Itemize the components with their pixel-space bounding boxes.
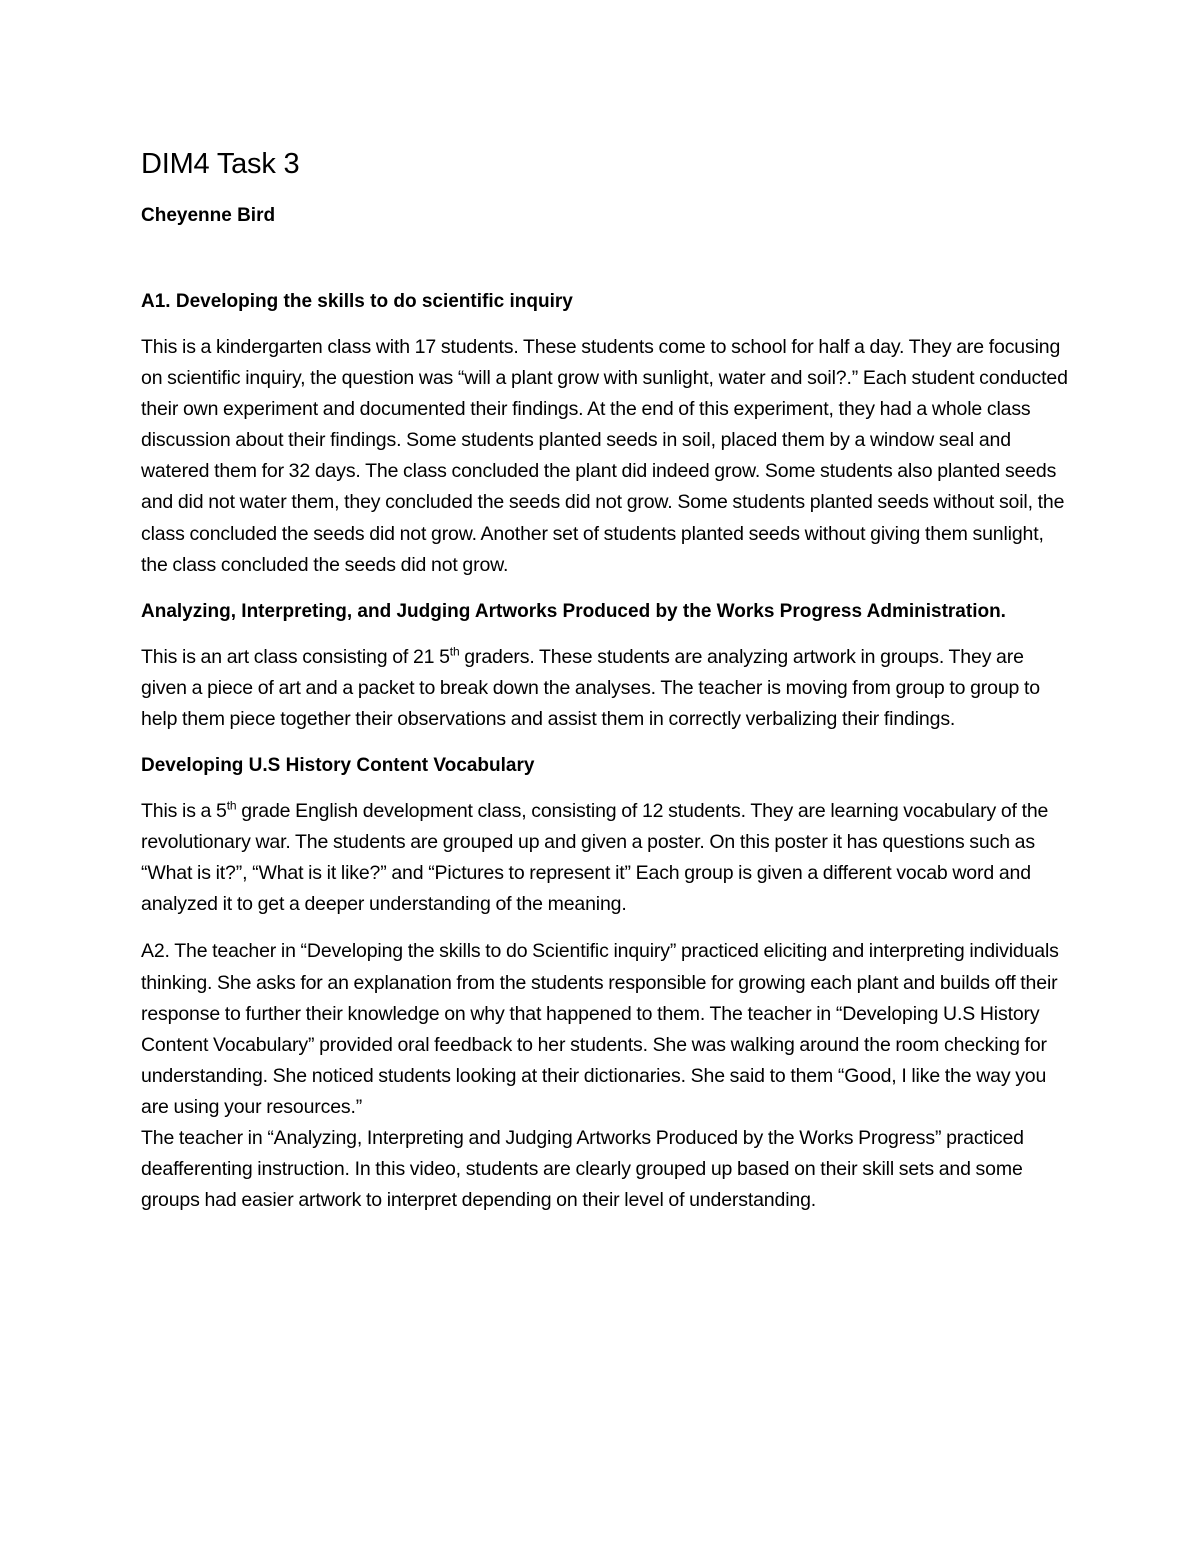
paragraph-text: This is a 5	[141, 800, 227, 823]
section-paragraph-scientific-inquiry: This is a kindergarten class with 17 students. These students come to school for half a day. They are focusing on scientific inquiry, the question was “will a plant grow with sunlight, water and soil?.” Each student conducted their own experiment and documented their findings. At the end of this experiment, they had a whole class discussion about their findings. Some students planted seeds in soil, placed them by a window seal and watered them for 32 days. The class concluded the plant did indeed grow. Some students also planted seeds and did not water them, they concluded the seeds did not grow. Some students planted seeds without soil, the class concluded the seeds did not grow. Another set of students planted seeds without giving them sunlight, the class concluded the seeds did not grow.	[141, 336, 1068, 576]
section-heading-vocabulary: Developing U.S History Content Vocabulary	[141, 755, 535, 777]
paragraph-text: grade English development class, consisting of 12 students. They are learning vocabulary of the revolutionary war. The students are grouped up and given a poster. On this poster it has questions such as “What is it?”, “What is it like?” and “Pictures to represent it” Each group is given a different vocab word and analyzed it to get a deeper understanding of the meaning.	[141, 800, 1049, 916]
section-paragraph-vocabulary	[141, 796, 1071, 920]
document-page	[141, 140, 1071, 1216]
a2-paragraph-1: A2. The teacher in “Developing the skills to do Scientific inquiry” practiced eliciting and interpreting individuals thinking. She asks for an explanation from the students responsible for growing each plant and builds off their response to further their knowledge on why that happened to them. The teacher in “Developing U.S History Content Vocabulary” provided oral feedback to her students. She was walking around the room checking for understanding. She noticed students looking at their dictionaries. She said to them “Good, I like the way you are using your resources.”	[141, 940, 1059, 1118]
document-title: DIM4 Task 3	[141, 148, 300, 180]
a2-paragraph-2: The teacher in “Analyzing, Interpreting and Judging Artworks Produced by the Works Progress” practiced deafferenting instruction. In this video, students are clearly grouped up based on their skill sets and some groups had easier artwork to interpret depending on their level of understanding.	[141, 1126, 1024, 1212]
author-name: Cheyenne Bird	[141, 205, 276, 226]
section-heading-artworks: Analyzing, Interpreting, and Judging Artworks Produced by the Works Progress Administration.	[141, 600, 1006, 622]
section-paragraph-artworks	[141, 642, 1071, 735]
paragraph-text: graders. These students are analyzing artwork in groups. They are given a piece of art and a packet to break down the analyses. The teacher is moving from group to group to help them piece together their observations and assist them in correctly verbalizing their findings.	[141, 645, 1040, 730]
paragraph-text: This is an art class consisting of 21 5	[141, 645, 450, 668]
superscript-text: th	[226, 798, 237, 813]
section-heading-scientific-inquiry: A1. Developing the skills to do scientific inquiry	[141, 291, 573, 312]
superscript-text: th	[449, 644, 460, 659]
